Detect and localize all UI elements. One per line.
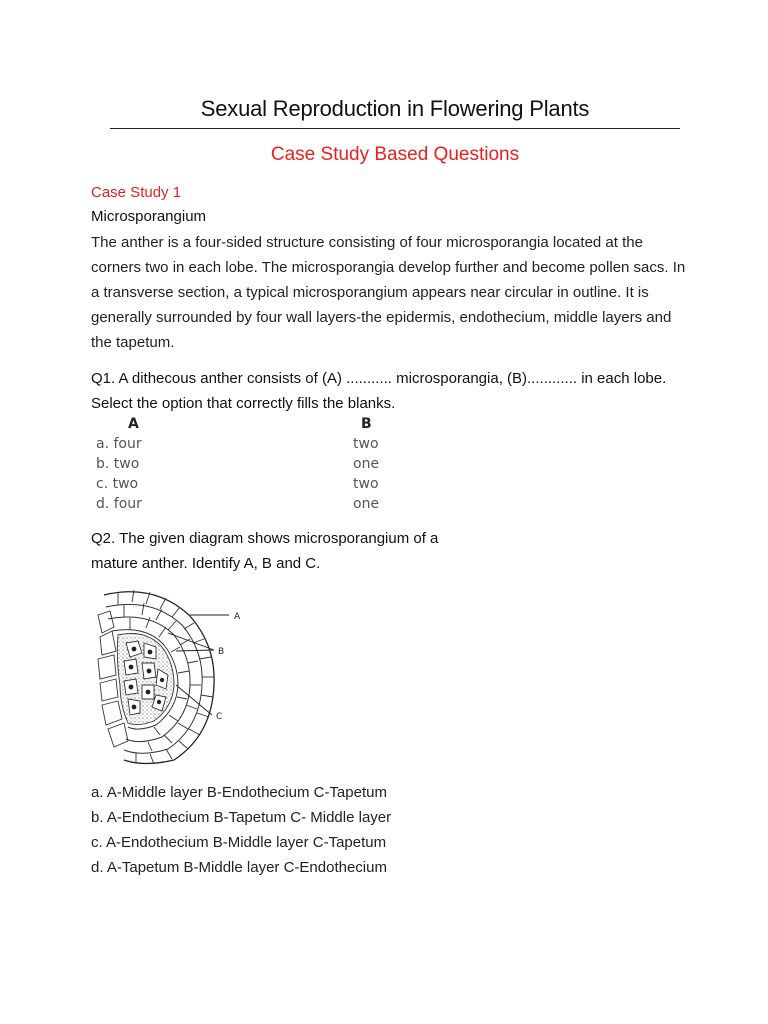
option-b-value: two bbox=[353, 436, 379, 452]
column-a-header: A bbox=[128, 416, 139, 432]
case-study-label: Case Study 1 bbox=[91, 184, 182, 201]
option-row bbox=[96, 474, 396, 494]
topic-heading: Microsporangium bbox=[91, 208, 207, 225]
answer-option: b. A-Endothecium B-Tapetum C- Middle layer bbox=[91, 809, 392, 826]
option-a-value: a. four bbox=[96, 436, 142, 452]
option-a-value: d. four bbox=[96, 496, 142, 512]
question-2: Q2. The given diagram shows microsporangium of a mature anther. Identify A, B and C. bbox=[91, 530, 439, 572]
question-1-options bbox=[96, 414, 396, 514]
diagram-label-a: A bbox=[234, 612, 241, 622]
answer-option: c. A-Endothecium B-Middle layer C-Tapetum bbox=[91, 834, 387, 851]
option-a-value: c. two bbox=[96, 476, 139, 492]
option-a-value: b. two bbox=[96, 456, 140, 472]
question-1: Q1. A dithecous anther consists of (A) ........... microsporangia, (B)............ in each lobe. Select the option that correctly fills the blanks. bbox=[91, 370, 667, 412]
option-row bbox=[96, 494, 396, 514]
option-row bbox=[96, 434, 396, 454]
section-subtitle: Case Study Based Questions bbox=[270, 144, 520, 165]
question-2-answers bbox=[91, 780, 391, 880]
title-divider bbox=[110, 128, 680, 129]
option-b-value: one bbox=[353, 496, 380, 512]
answer-option: a. A-Middle layer B-Endothecium C-Tapetum bbox=[91, 784, 387, 801]
page-title: Sexual Reproduction in Flowering Plants bbox=[200, 96, 590, 121]
option-b-value: one bbox=[353, 456, 380, 472]
case-passage: The anther is a four-sided structure consisting of four microsporangia located at the corners two in each lobe. The microsporangia develop further and become pollen sacs. In a transverse section, a typical microsporangium appears near circular in outline. It is generally surrounded by four wall layers-the epidermis, endothecium, middle layers and the tapetum. bbox=[91, 234, 686, 351]
diagram-label-b: B bbox=[218, 647, 225, 657]
microsporangium-diagram bbox=[94, 585, 264, 770]
column-b-header: B bbox=[361, 416, 372, 432]
option-b-value: two bbox=[353, 476, 379, 492]
diagram-label-c: C bbox=[216, 712, 223, 722]
option-row bbox=[96, 454, 396, 474]
options-header-row bbox=[96, 414, 396, 434]
answer-option: d. A-Tapetum B-Middle layer C-Endothecium bbox=[91, 859, 387, 876]
